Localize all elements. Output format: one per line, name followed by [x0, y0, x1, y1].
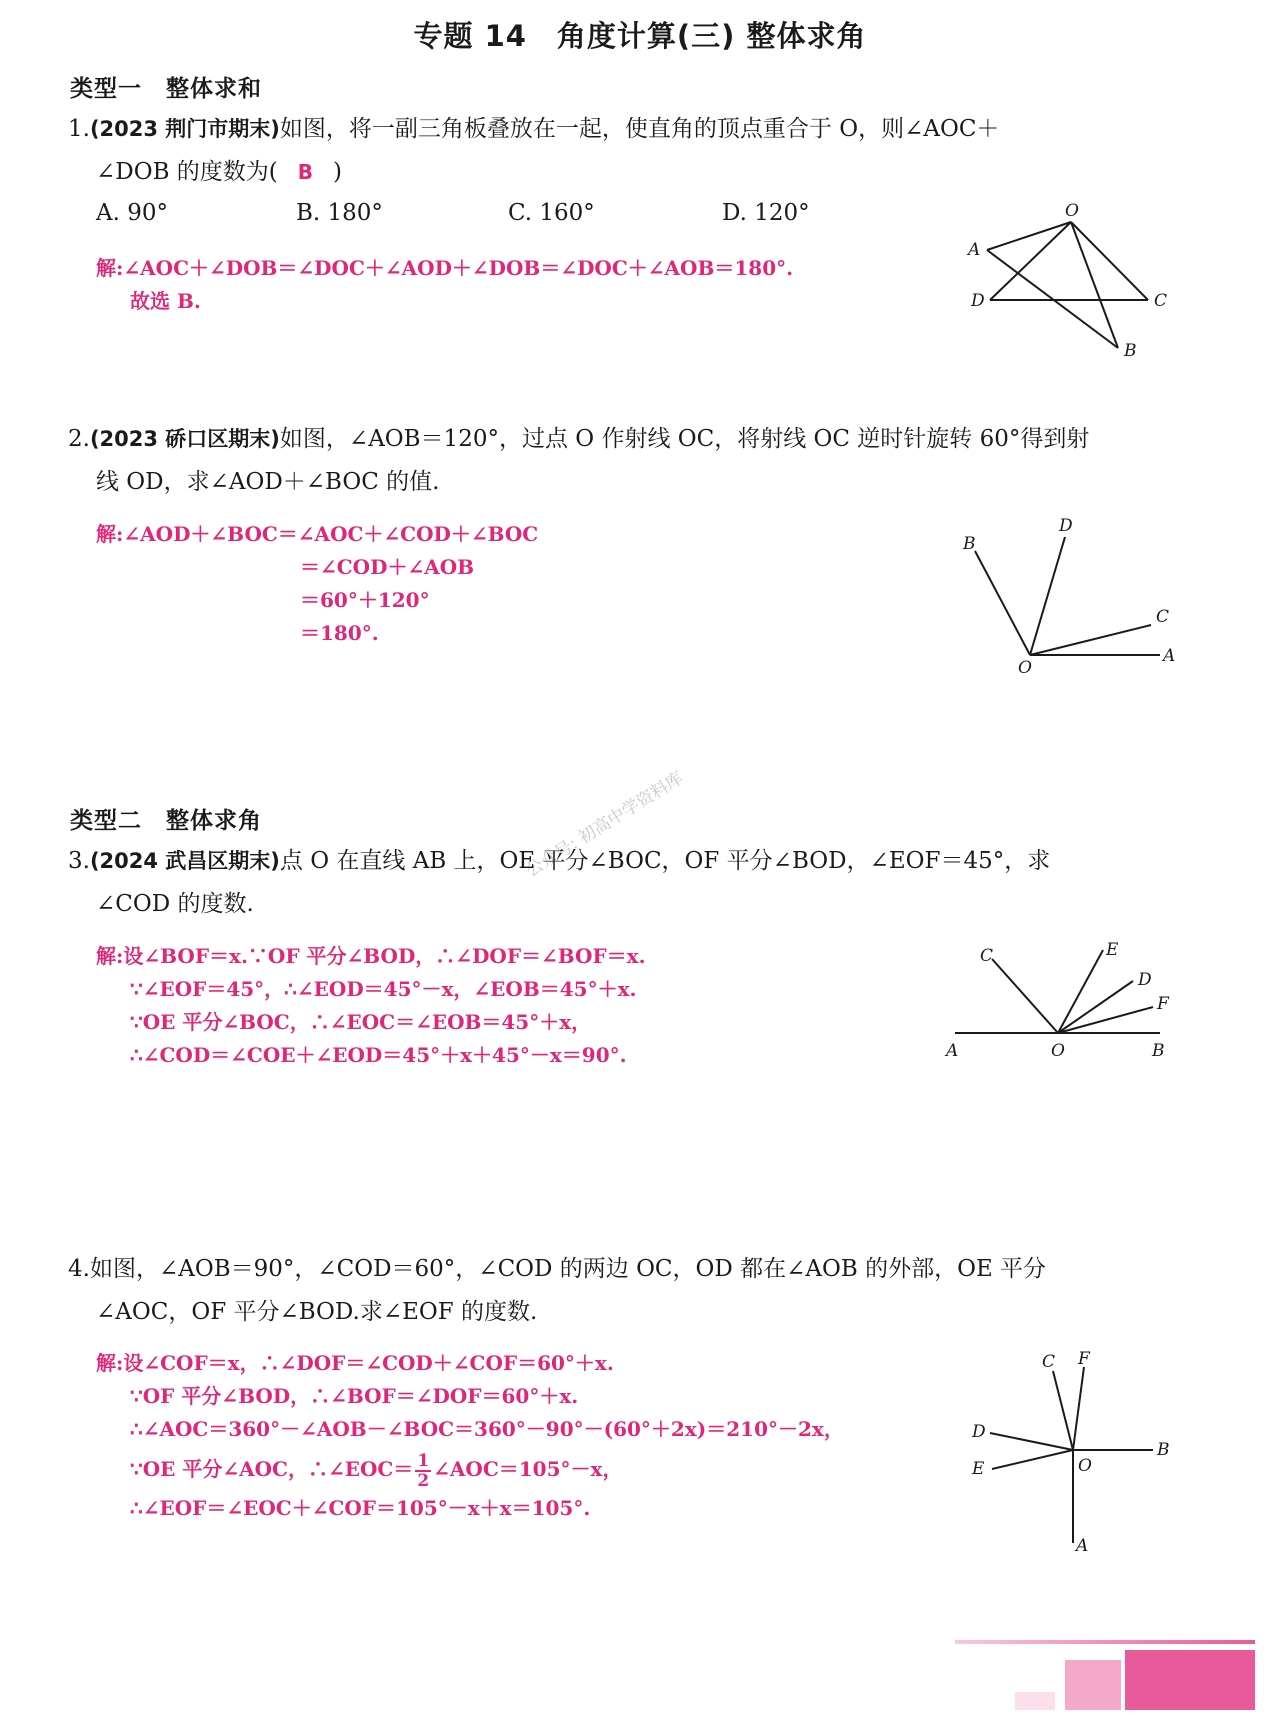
- q3-label-d: D: [1138, 970, 1152, 990]
- q1-line1: 1.(2023 荆门市期末)如图，将一副三角板叠放在一起，使直角的顶点重合于 O，则∠AOC＋: [68, 116, 1000, 142]
- q4-label-a: A: [1076, 1536, 1089, 1556]
- q3-line1: 3.(2024 武昌区期末)点 O 在直线 AB 上，OE 平分∠BOC，OF 平分∠BOD，∠EOF＝45°，求: [68, 848, 1051, 874]
- q2-label-c: C: [1156, 607, 1170, 627]
- q3-label-e: E: [1106, 940, 1119, 960]
- q4-label-d: D: [972, 1422, 986, 1442]
- q4-line1: 4.如图，∠AOB＝90°，∠COD＝60°，∠COD 的两边 OC，OD 都在∠AOB 的外部，OE 平分: [68, 1256, 1047, 1282]
- q4-solution: 解:设∠COF＝x，∴∠DOF＝∠COD＋∠COF＝60°＋x. ∵OF 平分∠BOD，∴∠BOF＝∠DOF＝60°＋x. ∴∠AOC＝360°－∠AOB－∠BOC＝360°－90°－(60°＋2x)＝210°－2x， ∵OE 平分∠AOC，∴∠EOC＝ $\frac{1}{2}$ ∠AOC＝105°－x， ∴∠EOF＝∠EOC＋∠COF＝105°－x＋x＝105°.: [96, 1351, 844, 1520]
- q3-label-b: B: [1152, 1041, 1165, 1061]
- q4-fraction-half: $\frac{1}{2}$: [417, 1450, 430, 1491]
- q3-line2: ∠COD 的度数.: [96, 891, 254, 917]
- q3-source: (2024 武昌区期末): [89, 849, 280, 873]
- q4-label-b: B: [1157, 1440, 1170, 1460]
- q1-figure: [960, 200, 1180, 370]
- q1-option-a: A. 90°: [96, 200, 168, 226]
- q2-label-b: B: [963, 534, 976, 554]
- q3-label-f: F: [1157, 994, 1169, 1014]
- q2-source: (2023 硚口区期末): [89, 427, 280, 451]
- q2-figure: [955, 515, 1180, 678]
- q1-label-b: B: [1124, 341, 1137, 361]
- q1-option-d: D. 120°: [722, 200, 810, 226]
- section-heading-type1: 类型一 整体求和: [70, 76, 262, 102]
- q4-label-o: O: [1078, 1456, 1092, 1476]
- page-title: 专题 14 角度计算(三) 整体求角: [413, 19, 867, 53]
- q2-solution: 解:∠AOD＋∠BOC＝∠AOC＋∠COD＋∠BOC ＝∠COD＋∠AOB ＝60°＋120° ＝180°.: [96, 522, 539, 645]
- q3-label-a: A: [946, 1041, 959, 1061]
- q2-line2: 线 OD，求∠AOD＋∠BOC 的值.: [96, 469, 440, 495]
- q1-label-c: C: [1154, 291, 1168, 311]
- q1-option-b: B. 180°: [296, 200, 383, 226]
- q1-option-c: C. 160°: [508, 200, 595, 226]
- q3-solution: 解:设∠BOF＝x.∵OF 平分∠BOD，∴∠DOF＝∠BOF＝x. ∵∠EOF＝45°，∴∠EOD＝45°－x，∠EOB＝45°＋x. ∵OE 平分∠BOC，∴∠EOC＝∠EOB＝45°＋x， ∴∠COD＝∠COE＋∠EOD＝45°＋x＋45°－x＝90°.: [96, 944, 646, 1067]
- section-heading-type2: 类型二 整体求角: [70, 808, 262, 834]
- q1-label-a: A: [968, 240, 981, 260]
- q3-figure: [940, 935, 1180, 1065]
- q3-label-o: O: [1051, 1041, 1065, 1061]
- q1-label-o: O: [1065, 201, 1079, 221]
- q1-answer: B: [297, 160, 314, 184]
- q2-label-a: A: [1163, 646, 1176, 666]
- q4-label-f: F: [1078, 1349, 1090, 1369]
- q3-label-c: C: [980, 946, 994, 966]
- q4-label-c: C: [1042, 1352, 1056, 1372]
- page-footer-decoration: [955, 1640, 1260, 1720]
- q4-label-e: E: [972, 1459, 985, 1479]
- q1-label-d: D: [971, 291, 985, 311]
- q4-line2: ∠AOC，OF 平分∠BOD.求∠EOF 的度数.: [96, 1299, 538, 1325]
- watermark: 公众号: 初高中学资料库: [522, 768, 687, 882]
- q1-source: (2023 荆门市期末): [89, 117, 280, 141]
- q1-line2: ∠DOB 的度数为( B ): [96, 159, 342, 185]
- q2-label-d: D: [1059, 516, 1073, 536]
- q4-figure: [960, 1345, 1180, 1555]
- q2-line1: 2.(2023 硚口区期末)如图，∠AOB＝120°，过点 O 作射线 OC，将射线 OC 逆时针旋转 60°得到射: [68, 426, 1090, 452]
- q2-label-o: O: [1018, 658, 1032, 678]
- q1-solution: 解:∠AOC＋∠DOB＝∠DOC＋∠AOD＋∠DOB＝∠DOC＋∠AOB＝180°. 故选 B.: [96, 256, 794, 313]
